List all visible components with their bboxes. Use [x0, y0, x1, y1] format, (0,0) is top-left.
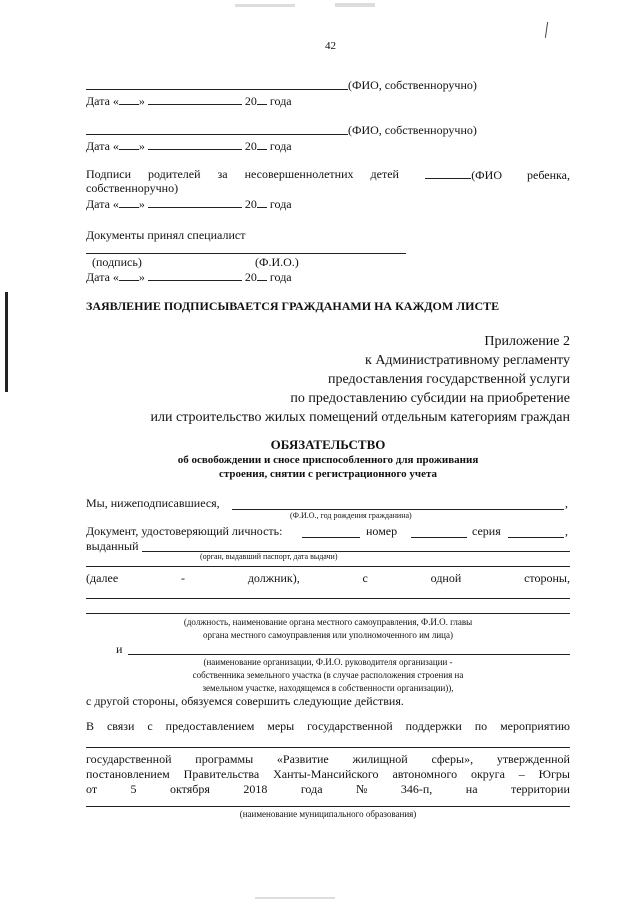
word: (далее — [86, 571, 119, 585]
number-line — [411, 537, 467, 538]
municipality-line — [86, 806, 570, 807]
word: - — [181, 571, 185, 585]
organization-hint: (наименование организации, Ф.И.О. руководителя организации - собственника земельного участка (в случае расположения строения на земельном участке, находящемся в собственности организации)), — [192, 657, 464, 693]
appendix-line: по предоставлению субсидии на приобретение — [290, 391, 570, 406]
we-undersigned-label: Мы, нижеподписавшиеся, — [86, 496, 220, 510]
fio-birth-hint: (Ф.И.О., год рождения гражданина) — [290, 511, 412, 520]
signature-line — [86, 89, 348, 90]
parents-signature-line: Подписи родителей за несовершеннолетних детей (ФИО ребенка, — [86, 167, 570, 182]
blank-line — [86, 613, 570, 614]
fio-label: (ФИО, собственноручно) — [348, 123, 477, 137]
context-row: В связи с предоставлением меры государственной поддержки по мероприятию — [86, 719, 570, 733]
specialist-signature-line — [86, 253, 406, 254]
event-line — [86, 747, 570, 748]
obligation-subtitle: строения, снятии с регистрационного учета — [219, 468, 437, 480]
page-number: 42 — [325, 40, 336, 52]
comma: , — [565, 524, 568, 538]
series-label: серия — [472, 524, 501, 538]
word: с — [362, 571, 368, 585]
scan-margin-mark — [5, 292, 8, 392]
position-hint: (должность, наименование органа местного самоуправления, Ф.И.О. главы органа местного самоуправления или уполномоченного им лица) — [183, 617, 473, 640]
document-id-label: Документ, удостоверяющий личность: — [86, 524, 283, 538]
number-label: номер — [366, 524, 398, 538]
obligation-subtitle: об освобождении и сносе приспособленного для проживания — [177, 454, 479, 466]
sign-label: (подпись) — [92, 255, 142, 269]
org-line — [128, 654, 570, 655]
appendix-header — [151, 332, 570, 427]
fio-label: (ФИО, собственноручно) — [348, 78, 477, 92]
and-label: и — [116, 642, 123, 656]
municipality-hint: (наименование муниципального образования) — [239, 809, 417, 819]
word: одной — [430, 571, 462, 585]
resolution-row: постановлением Правительства Ханты-Мансийского автономного округа – Югры — [86, 767, 570, 781]
appendix-line: предоставления государственной услуги — [328, 372, 570, 387]
accepted-by-label: Документы принял специалист — [86, 228, 246, 242]
signature-line — [86, 134, 348, 135]
scan-smudge-top-right — [335, 3, 375, 7]
date-line: Дата « » 20 года — [86, 139, 292, 153]
appendix-line: к Административному регламенту — [365, 353, 570, 368]
issued-hint: (орган, выдавший паспорт, дата выдачи) — [200, 552, 338, 561]
scan-stroke — [545, 22, 549, 38]
scan-smudge-top — [235, 4, 295, 7]
scan-smudge-bottom — [255, 897, 335, 899]
debtor-row — [86, 571, 570, 586]
signature-notice: ЗАЯВЛЕНИЕ ПОДПИСЫВАЕТСЯ ГРАЖДАНАМИ НА КАЖДОМ ЛИСТЕ — [86, 299, 500, 313]
program-row: государственной программы «Развитие жилищной сферы», утвержденной — [86, 752, 570, 766]
word: должник), — [247, 571, 300, 585]
appendix-line: или строительство жилых помещений отдельным категориям граждан — [150, 410, 570, 425]
name-field-line — [232, 509, 564, 510]
date-row: от 5 октября 2018 года № 346-п, на территории — [86, 782, 570, 796]
word: стороны, — [524, 571, 570, 585]
comma: , — [565, 496, 568, 510]
date-line: Дата « » 20 года — [86, 197, 292, 211]
own-hand-label: собственноручно) — [86, 181, 179, 195]
date-line: Дата « » 20 года — [86, 94, 292, 108]
series-line — [508, 537, 564, 538]
doc-type-line — [302, 537, 360, 538]
fio-short-label: (Ф.И.О.) — [255, 255, 299, 269]
date-line: Дата « » 20 года — [86, 270, 292, 284]
obligation-title: ОБЯЗАТЕЛЬСТВО — [270, 437, 386, 452]
other-side-text: с другой стороны, обязуемся совершить следующие действия. — [86, 694, 404, 708]
issued-line-2 — [86, 566, 570, 567]
appendix-line: Приложение 2 — [484, 334, 570, 349]
issued-label: выданный — [86, 539, 139, 553]
blank-line — [86, 598, 570, 599]
